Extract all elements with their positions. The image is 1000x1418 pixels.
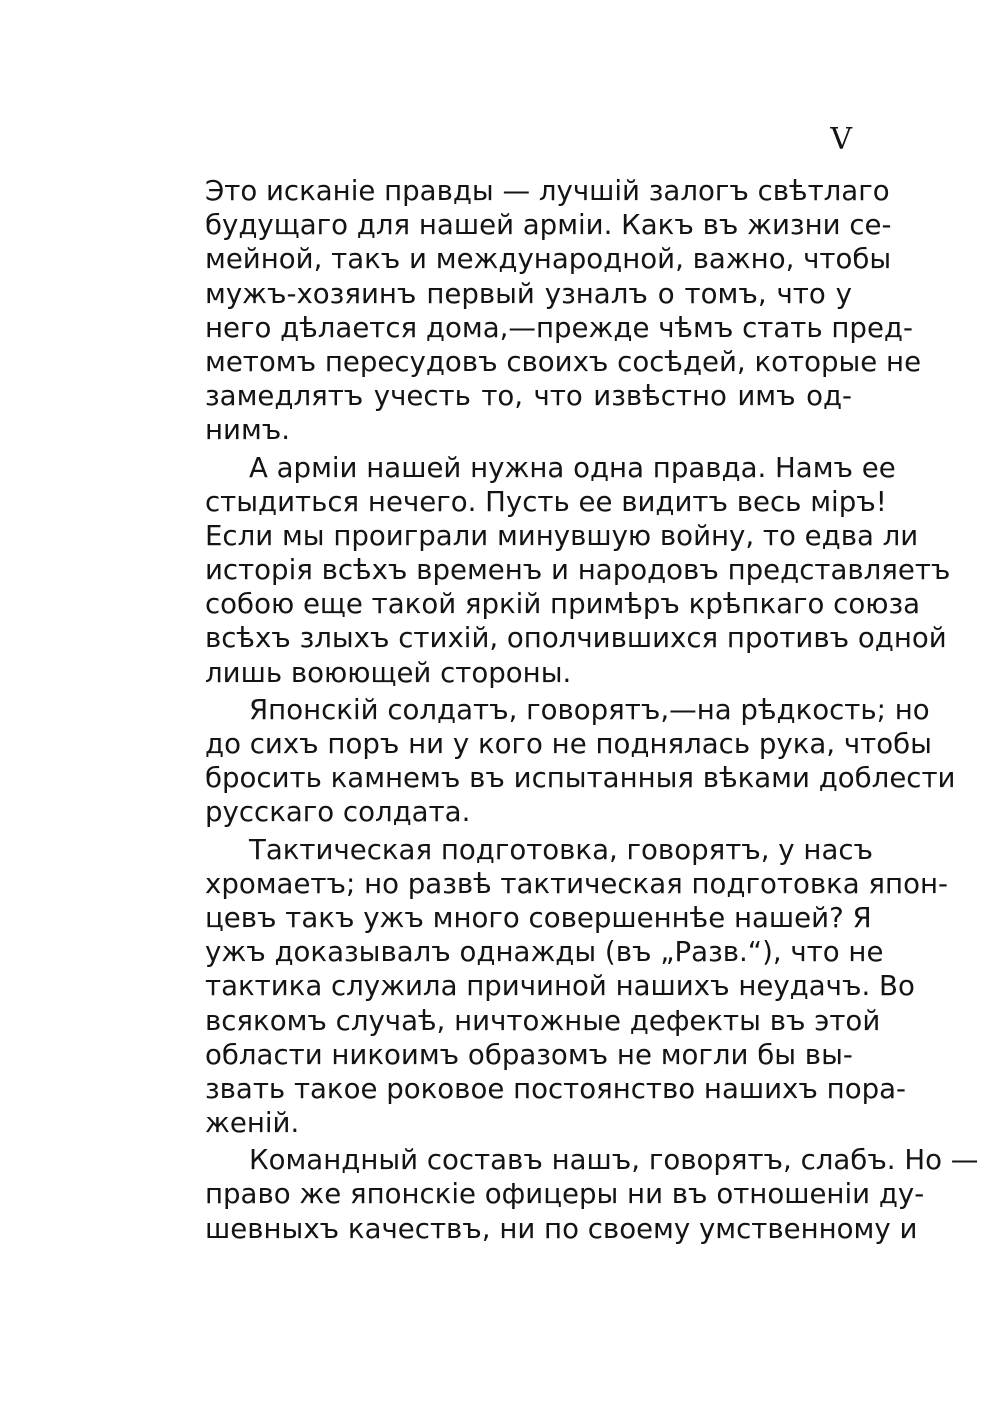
text-line: нимъ. bbox=[205, 413, 291, 447]
text-line: мейной, такъ и международной, важно, чтобы bbox=[205, 242, 892, 276]
text-line: стыдиться нечего. Пусть ее видитъ весь міръ! bbox=[205, 484, 887, 518]
text-line: метомъ пересудовъ своихъ сосѣдей, которые не bbox=[205, 344, 922, 378]
text-line: него дѣлается дома,—прежде чѣмъ стать пред- bbox=[205, 310, 913, 344]
text-line: Это исканіе правды — лучшій залогъ свѣтлаго bbox=[205, 174, 890, 207]
text-line: Тактическая подготовка, говорятъ, у насъ bbox=[249, 832, 874, 866]
text-line: всякомъ случаѣ, ничтожные дефекты въ этой bbox=[205, 1003, 881, 1037]
text-line: А арміи нашей нужна одна правда. Намъ ее bbox=[249, 450, 896, 484]
text-line: ужъ доказывалъ однажды (въ „Разв.“), что не bbox=[205, 935, 884, 969]
text-line: хромаетъ; но развѣ тактическая подготовка япон- bbox=[205, 866, 948, 900]
text-line: тактика служила причиной нашихъ неудачъ. Во bbox=[205, 969, 915, 1003]
text-line: мужъ-хозяинъ первый узналъ о томъ, что у bbox=[205, 276, 852, 310]
page-number: V bbox=[830, 122, 852, 157]
text-line: замедлятъ учесть то, что извѣстно имъ од- bbox=[205, 379, 852, 413]
body-text bbox=[205, 174, 979, 1246]
text-line: Командный составъ нашъ, говорятъ, слабъ. Но — bbox=[249, 1143, 979, 1177]
text-line: женій. bbox=[205, 1106, 300, 1140]
text-line: звать такое роковое постоянство нашихъ пора- bbox=[205, 1071, 906, 1105]
text-line: всѣхъ злыхъ стихій, ополчившихся противъ одной bbox=[205, 621, 947, 655]
text-line: шевныхъ качествъ, ни по своему умственному и bbox=[205, 1211, 918, 1245]
text-line: до сихъ поръ ни у кого не поднялась рука, чтобы bbox=[205, 727, 932, 760]
text-line: русскаго солдата. bbox=[205, 795, 471, 829]
text-line: лишь воюющей стороны. bbox=[205, 655, 572, 689]
text-line: бросить камнемъ въ испытанныя вѣками доблести bbox=[205, 761, 956, 795]
text-line: исторія всѣхъ временъ и народовъ представляетъ bbox=[205, 553, 951, 587]
text-line: право же японскіе офицеры ни въ отношеніи ду- bbox=[205, 1177, 925, 1211]
text-line: цевъ такъ ужъ много совершеннѣе нашей? Я bbox=[205, 900, 872, 934]
text-line: Если мы проиграли минувшую войну, то едва ли bbox=[205, 518, 919, 552]
text-line: Японскій солдатъ, говорятъ,—на рѣдкость; но bbox=[249, 692, 930, 726]
text-line: области никоимъ образомъ не могли бы вы- bbox=[205, 1037, 853, 1071]
text-line: собою еще такой яркій примѣръ крѣпкаго союза bbox=[205, 587, 921, 621]
text-line: будущаго для нашей арміи. Какъ въ жизни се- bbox=[205, 208, 892, 242]
